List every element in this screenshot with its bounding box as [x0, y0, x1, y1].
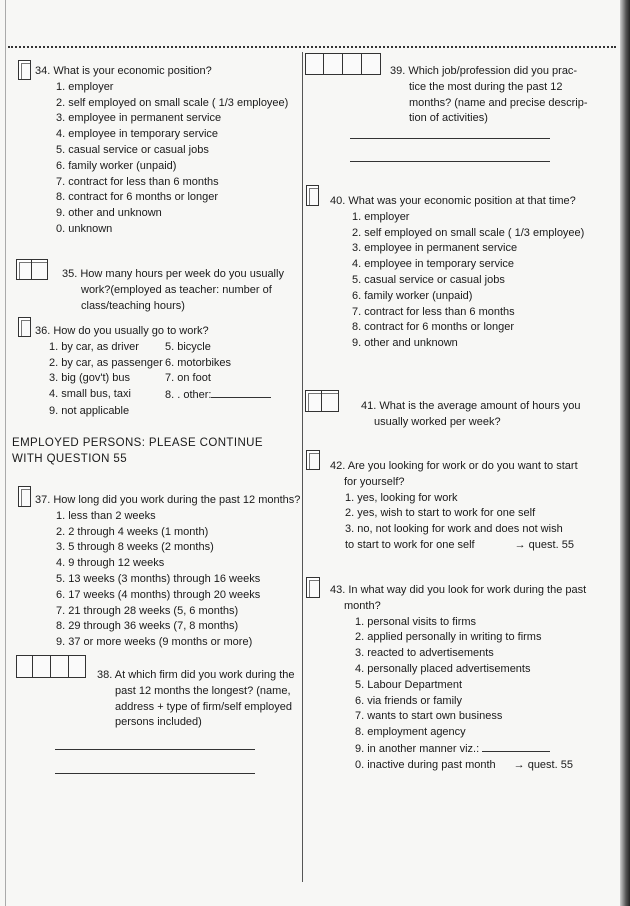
q38-block — [97, 668, 294, 731]
q37-option: 2. 2 through 4 weeks (1 month) — [56, 525, 209, 538]
q35-text: class/teaching hours) — [81, 299, 185, 312]
q43-option: 8. employment agency — [355, 726, 466, 739]
q39-code-boxes[interactable] — [305, 53, 381, 75]
q38-text: past 12 months the longest? (name, — [115, 684, 291, 697]
q36-option: 1. by car, as driver — [49, 340, 139, 353]
q38-text: persons included) — [115, 716, 202, 729]
q43-option: 9. in another manner viz.: — [355, 742, 480, 755]
q40-option: 5. casual service or casual jobs — [352, 273, 505, 286]
q42-option: to start to work for one self — [345, 538, 475, 551]
q34-option: 8. contract for 6 months or longer — [56, 191, 219, 204]
q40-answer-box[interactable] — [306, 185, 319, 206]
q42-option: 2. yes, wish to start to work for one self — [345, 507, 536, 520]
q38-text: 38. At which firm did you work during the — [97, 669, 295, 681]
q39-text: months? (name and precise descrip- — [409, 96, 588, 109]
q38-answer-line[interactable] — [55, 749, 255, 750]
q40-option: 1. employer — [352, 210, 410, 223]
q43-block — [330, 583, 586, 774]
q36-other-field[interactable] — [211, 387, 271, 398]
q34-option: 0. unknown — [56, 222, 113, 235]
q37-answer-box[interactable] — [18, 486, 31, 507]
q43-skip-instruction: → quest. 55 — [513, 758, 573, 771]
q39-text: tion of activities) — [409, 112, 488, 125]
q36-option: 3. big (gov't) bus — [49, 372, 130, 385]
q43-option: 3. reacted to advertisements — [355, 647, 494, 660]
q43-answer-box[interactable] — [306, 577, 320, 598]
q41-text: usually worked per week? — [374, 415, 501, 428]
q37-option: 3. 5 through 8 weeks (2 months) — [56, 541, 214, 554]
q36-option: 9. not applicable — [49, 404, 130, 417]
q37-option: 9. 37 or more weeks (9 months or more) — [56, 636, 253, 649]
column-divider — [302, 52, 303, 882]
q37-option: 7. 21 through 28 weeks (5, 6 months) — [56, 604, 239, 617]
q40-option: 9. other and unknown — [352, 337, 458, 350]
q34-option: 9. other and unknown — [56, 207, 162, 220]
q35-block — [62, 267, 284, 314]
q41-text: 41. What is the average amount of hours you — [361, 400, 581, 412]
q37-block — [35, 493, 300, 651]
q40-option: 7. contract for less than 6 months — [352, 305, 515, 318]
q43-option: 2. applied personally in writing to firms — [355, 631, 542, 644]
q43-other-field[interactable] — [482, 741, 550, 752]
q36-option: 2. by car, as passenger — [49, 356, 163, 369]
q36-answer-box[interactable] — [18, 317, 31, 337]
q43-text: month? — [344, 599, 381, 612]
dotted-divider — [8, 46, 616, 48]
q36-block — [35, 324, 271, 420]
q34-answer-box[interactable] — [18, 60, 31, 80]
page-edge-line — [5, 0, 6, 906]
q40-option: 3. employee in permanent service — [352, 242, 518, 255]
q34-title: 34. What is your economic position? — [35, 65, 212, 77]
q42-skip-instruction: → quest. 55 — [514, 538, 574, 551]
q43-text: 43. In what way did you look for work during the past — [330, 584, 587, 596]
q37-option: 5. 13 weeks (3 months) through 16 weeks — [56, 572, 261, 585]
q36-option: 6. motorbikes — [165, 356, 232, 369]
q36-option: 4. small bus, taxi — [49, 388, 131, 401]
q43-option: 1. personal visits to firms — [355, 615, 477, 628]
q40-title: 40. What was your economic position at that time? — [330, 195, 576, 207]
q34-option: 1. employer — [56, 80, 114, 93]
q41-answer-box[interactable] — [305, 390, 339, 412]
q42-block — [330, 459, 578, 554]
q40-option: 6. family worker (unpaid) — [352, 289, 473, 302]
q36-title: 36. How do you usually go to work? — [35, 325, 209, 337]
q42-answer-box[interactable] — [306, 450, 320, 470]
q42-option: 1. yes, looking for work — [345, 491, 458, 504]
employed-persons-note: EMPLOYED PERSONS: PLEASE CONTINUE WITH QUESTION 55 — [12, 437, 263, 465]
q43-option: 7. wants to start own business — [355, 710, 503, 723]
q35-text: work?(employed as teacher: number of — [81, 283, 272, 296]
q37-option: 6. 17 weeks (4 months) through 20 weeks — [56, 588, 261, 601]
q34-option: 2. self employed on small scale ( 1/3 employee) — [56, 96, 289, 109]
q40-option: 4. employee in temporary service — [352, 258, 515, 271]
q38-text: address + type of firm/self employed — [115, 700, 292, 713]
q35-answer-box[interactable] — [16, 259, 48, 280]
q37-option: 8. 29 through 36 weeks (7, 8 months) — [56, 620, 239, 633]
q36-option: 7. on foot — [165, 372, 211, 385]
q34-block — [35, 64, 288, 238]
q42-text: 42. Are you looking for work or do you want to start — [330, 460, 578, 472]
q34-option: 5. casual service or casual jobs — [56, 143, 209, 156]
q39-text: tice the most during the past 12 — [409, 80, 563, 93]
q38-code-boxes[interactable] — [16, 655, 86, 678]
q38-answer-line[interactable] — [55, 773, 255, 774]
q37-title: 37. How long did you work during the past 12 months? — [35, 494, 301, 506]
q34-option: 3. employee in permanent service — [56, 112, 222, 125]
q36-option: 5. bicycle — [165, 340, 211, 353]
q35-text: 35. How many hours per week do you usually — [62, 268, 284, 280]
q37-option: 1. less than 2 weeks — [56, 509, 156, 522]
q40-option: 2. self employed on small scale ( 1/3 employee) — [352, 226, 585, 239]
q39-block — [390, 64, 588, 127]
q34-option: 7. contract for less than 6 months — [56, 175, 219, 188]
q36-option: 8. . other: — [165, 389, 212, 402]
q39-text: 39. Which job/profession did you prac- — [390, 65, 578, 77]
q43-option: 4. personally placed advertisements — [355, 662, 531, 675]
q39-answer-line[interactable] — [350, 161, 550, 162]
q42-text: for yourself? — [344, 475, 405, 488]
q37-option: 4. 9 through 12 weeks — [56, 557, 165, 570]
q40-block — [330, 194, 584, 352]
q42-option: 3. no, not looking for work and does not wish — [345, 523, 563, 536]
q34-option: 6. family worker (unpaid) — [56, 159, 177, 172]
q43-option: 0. inactive during past month — [355, 758, 496, 771]
q34-option: 4. employee in temporary service — [56, 128, 219, 141]
q43-option: 5. Labour Department — [355, 678, 463, 691]
q43-option: 6. via friends or family — [355, 694, 462, 707]
page-edge-shadow — [620, 0, 630, 906]
q41-block — [361, 399, 581, 431]
q39-answer-line[interactable] — [350, 138, 550, 139]
q40-option: 8. contract for 6 months or longer — [352, 321, 515, 334]
